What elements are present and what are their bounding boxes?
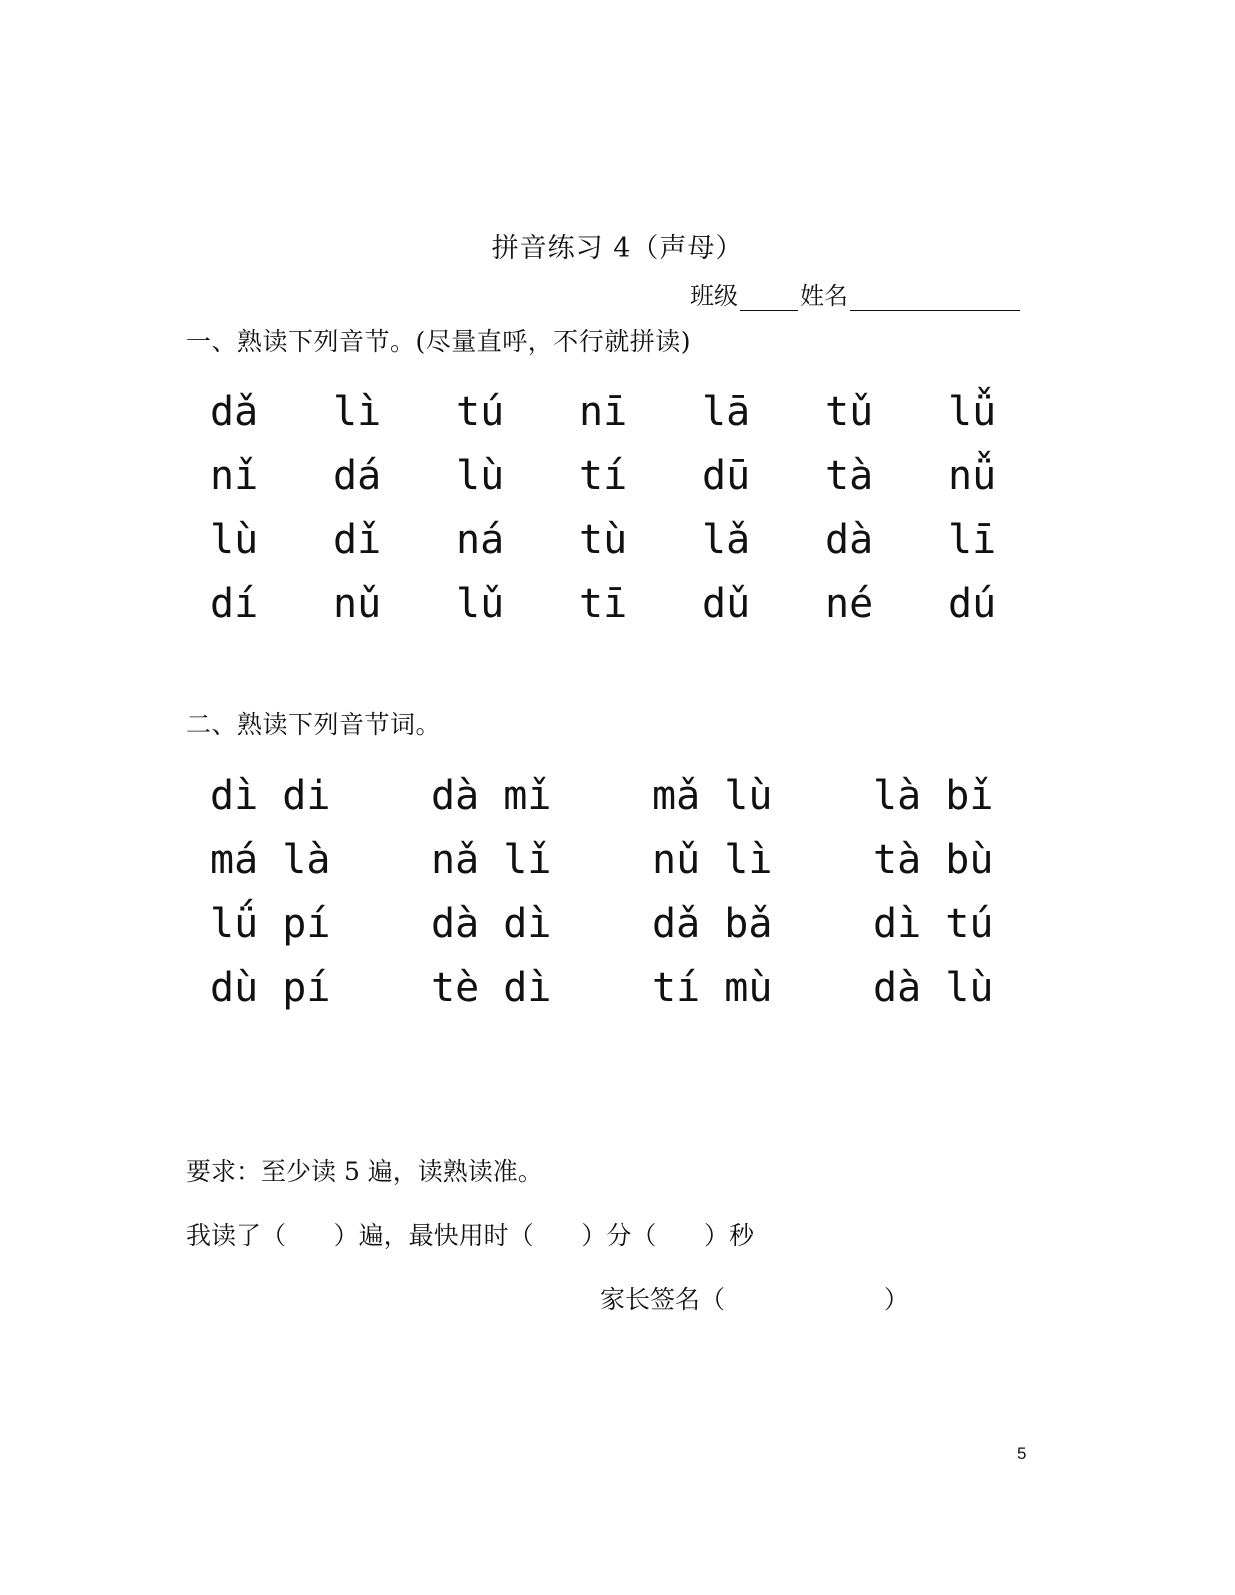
syllable: nǐ	[210, 453, 259, 499]
syllable-row	[210, 444, 1071, 508]
syllable-word: tè dì	[431, 965, 552, 1011]
syllable-row	[210, 508, 1071, 572]
syllable: tǔ	[825, 389, 874, 435]
section1-heading: 一、熟读下列音节。(尽量直呼，不行就拼读)	[186, 327, 692, 356]
syllable: dū	[702, 453, 751, 499]
word-grid	[210, 764, 1094, 1020]
class-blank[interactable]	[740, 286, 798, 311]
name-blank[interactable]	[850, 286, 1020, 311]
syllable-word: dà mǐ	[431, 773, 552, 819]
class-name-line	[690, 276, 1022, 311]
syllable: lì	[333, 389, 382, 435]
syllable: lī	[948, 517, 997, 563]
syllable: lǚ	[948, 389, 997, 435]
syllable: lǔ	[456, 581, 505, 627]
syllable: nǚ	[948, 453, 997, 499]
syllable-word: dà lù	[873, 965, 994, 1011]
section2-heading: 二、熟读下列音节词。	[186, 710, 442, 739]
syllable: dí	[210, 581, 259, 627]
syllable: lù	[210, 517, 259, 563]
word-row	[210, 956, 1094, 1020]
syllable-row	[210, 380, 1071, 444]
syllable: ná	[456, 517, 505, 563]
syllable: tù	[579, 517, 628, 563]
syllable-word: má là	[210, 837, 331, 883]
syllable-word: nǔ lì	[652, 837, 773, 883]
syllable: né	[825, 581, 874, 627]
syllable-word: dà dì	[431, 901, 552, 947]
syllable-word: là bǐ	[873, 773, 994, 819]
syllable-word: lǘ pí	[210, 901, 331, 947]
word-row	[210, 764, 1094, 828]
syllable: nǔ	[333, 581, 382, 627]
syllable-word: nǎ lǐ	[431, 837, 552, 883]
requirement-text: 要求：至少读 5 遍，读熟读准。	[186, 1157, 543, 1186]
syllable-word: dì di	[210, 773, 331, 819]
word-row	[210, 892, 1094, 956]
syllable: dǔ	[702, 581, 751, 627]
syllable: tí	[579, 453, 628, 499]
syllable-row	[210, 572, 1071, 636]
syllable: dà	[825, 517, 874, 563]
syllable: dǎ	[210, 389, 259, 435]
syllable-word: dì tú	[873, 901, 994, 947]
parent-signature-line: 家长签名（ ）	[600, 1285, 909, 1314]
syllable: nī	[579, 389, 628, 435]
syllable-word: tà bù	[873, 837, 994, 883]
syllable: tī	[579, 581, 628, 627]
syllable: lǎ	[702, 517, 751, 563]
page-title: 拼音练习 4（声母）	[491, 233, 744, 264]
syllable: lā	[702, 389, 751, 435]
syllable: dǐ	[333, 517, 382, 563]
reading-record-line: 我读了（ ）遍，最快用时（ ）分（ ）秒	[186, 1221, 755, 1250]
page-number: 5	[1017, 1444, 1027, 1463]
syllable: tú	[456, 389, 505, 435]
syllable-word: dǎ bǎ	[652, 901, 773, 947]
syllable: lù	[456, 453, 505, 499]
syllable-grid	[210, 380, 1071, 636]
syllable: dú	[948, 581, 997, 627]
syllable-word: mǎ lù	[652, 773, 773, 819]
syllable-word: dù pí	[210, 965, 331, 1011]
class-label: 班级	[690, 282, 738, 310]
syllable: tà	[825, 453, 874, 499]
syllable: dá	[333, 453, 382, 499]
word-row	[210, 828, 1094, 892]
name-label: 姓名	[800, 282, 848, 310]
syllable-word: tí mù	[652, 965, 773, 1011]
